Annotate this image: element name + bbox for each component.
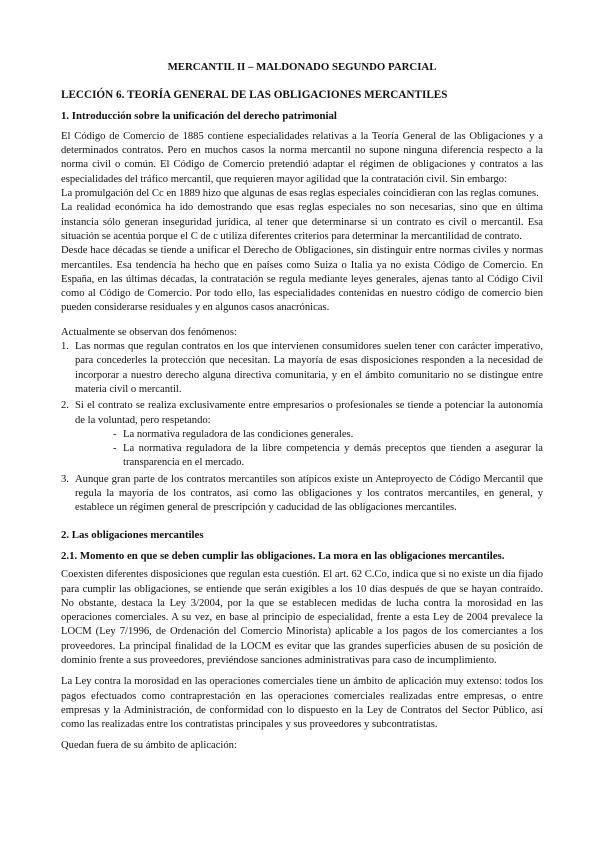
section-2 (61, 528, 543, 754)
section-1 (61, 109, 543, 516)
paragraph: La Ley contra la morosidad en las operaciones comerciales tiene un ámbito de aplicación muy extenso: todos los pagos efectuados como contraprestación en las operaciones comerciales realizadas entre empresas, o entre empresas y la Administración, de conformidad con lo dispuesto en la Ley de Contratos del Sector Público, así como las realizadas entre los contratistas principales y sus proveedores y subcontratistas. (61, 676, 543, 731)
sub-list-item-text: La normativa reguladora de la libre competencia y demás preceptos que tienden a asegurar la transparencia en el mercado. (123, 443, 543, 469)
sub-list-item (113, 442, 543, 471)
sub-list-item (113, 428, 543, 442)
list-item (61, 340, 543, 397)
paragraph: El Código de Comercio de 1885 contiene especialidades relativas a la Teoría General de las Obligaciones y a determinados contratos. Pero en muchos casos la norma mercantil no supone ninguna diferencia respecto a la norma civil o común. El Código de Comercio pretendió adaptar el régimen de obligaciones y contratos a las especialidades del tráfico mercantil, que requieren mayor agilidad que la contratación civil. Sin embargo: (61, 130, 543, 185)
dash-bullet: - (113, 443, 117, 455)
section-2-title: 2. Las obligaciones mercantiles (61, 528, 204, 541)
paragraph: La promulgación del Cc en 1889 hizo que algunas de esas reglas especiales coincidieran con las reglas comunes. (61, 188, 539, 200)
paragraph: Desde hace décadas se tiende a unificar el Derecho de Obligaciones, sin distinguir entre normas civiles y normas mercantiles. Esa tendencia ha hecho que en países como Suiza o Italia ya no exista Código de Comercio. En España, en las últimas décadas, la contratación se regula mediante leyes generales, ajenas tanto al Código Civil como al Código de Comercio. Por todo ello, las especialidades contenidas en nuestro código de comercio bien pueden considerarse residuales y en algunos casos anacrónicas. (61, 245, 543, 314)
document-title: MERCANTIL II – MALDONADO SEGUNDO PARCIAL (167, 61, 437, 73)
phenomena-intro: Actualmente se observan dos fenómenos: (61, 326, 237, 338)
sub-list-item-text: La normativa reguladora de las condiciones generales. (123, 428, 354, 440)
paragraph: Coexisten diferentes disposiciones que regulan esta cuestión. El art. 62 C.Co, indica que si no existe un día fijado para cumplir las obligaciones, se entiende que serán exigibles a los 10 días después de que se hayan contraído. No obstante, destaca la Ley 3/2004, por la que se establecen medidas de lucha contra la morosidad en las operaciones comerciales. A su vez, en base al principio de especialidad, frente a esta Ley de 2004 prevalece la LOCM (Ley 7/1996, de Ordenación del Comercio Minorista) aplicable a los pagos de los comerciantes a los proveedores. La principal finalidad de la LOCM es evitar que las grandes superficies abusen de su posición de dominio frente a sus proveedores, previéndose sanciones administrativas para caso de incumplimiento. (61, 569, 543, 666)
list-item-number: 3. (61, 473, 69, 485)
sub-list (75, 428, 543, 471)
list-item-text: Las normas que regulan contratos en los que intervienen consumidores suelen tener con carácter imperativo, para concederles la protección que necesitan. La mayoría de esas disposiciones responden a la necesidad de incorporar a nuestro derecho alguna directiva comunitaria, y en el ámbito comunitario no se distingue entre materia civil o mercantil. (75, 341, 543, 395)
list-item (61, 399, 543, 470)
paragraph: La realidad económica ha ido demostrando que esas reglas especiales no son necesarias, sino que en última instancia sólo generan inseguridad jurídica, al tener que determinarse si un contrato es civil o mercantil. Esa situación se acentúa porque el C de c utiliza diferentes criterios para determinar la mercantilidad de contrato. (61, 202, 543, 242)
subsection-2-1-title: 2.1. Momento en que se deben cumplir las obligaciones. La mora en las obligaciones mercantiles. (61, 549, 505, 562)
paragraph: Quedan fuera de su ámbito de aplicación: (61, 740, 237, 752)
phenomena-list (61, 340, 543, 516)
list-item-number: 2. (61, 400, 69, 412)
dash-bullet: - (113, 428, 117, 440)
list-item-text: Si el contrato se realiza exclusivamente entre empresarios o profesionales se tiende a potenciar la autonomía de la voluntad, pero respetando: (75, 400, 543, 426)
list-item (61, 473, 543, 516)
section-1-title: 1. Introducción sobre la unificación del derecho patrimonial (61, 109, 337, 122)
lesson-title: LECCIÓN 6. TEORÍA GENERAL DE LAS OBLIGACIONES MERCANTILES (61, 89, 448, 102)
list-item-number: 1. (61, 341, 69, 353)
list-item-text: Aunque gran parte de los contratos mercantiles son atípicos existe un Anteproyecto de Código Mercantil que regula la mayoría de los contratos, así como las obligaciones y los contratos mercantiles, en general, y establece un régimen general de prescripción y caducidad de las obligaciones mercantiles. (75, 473, 543, 514)
